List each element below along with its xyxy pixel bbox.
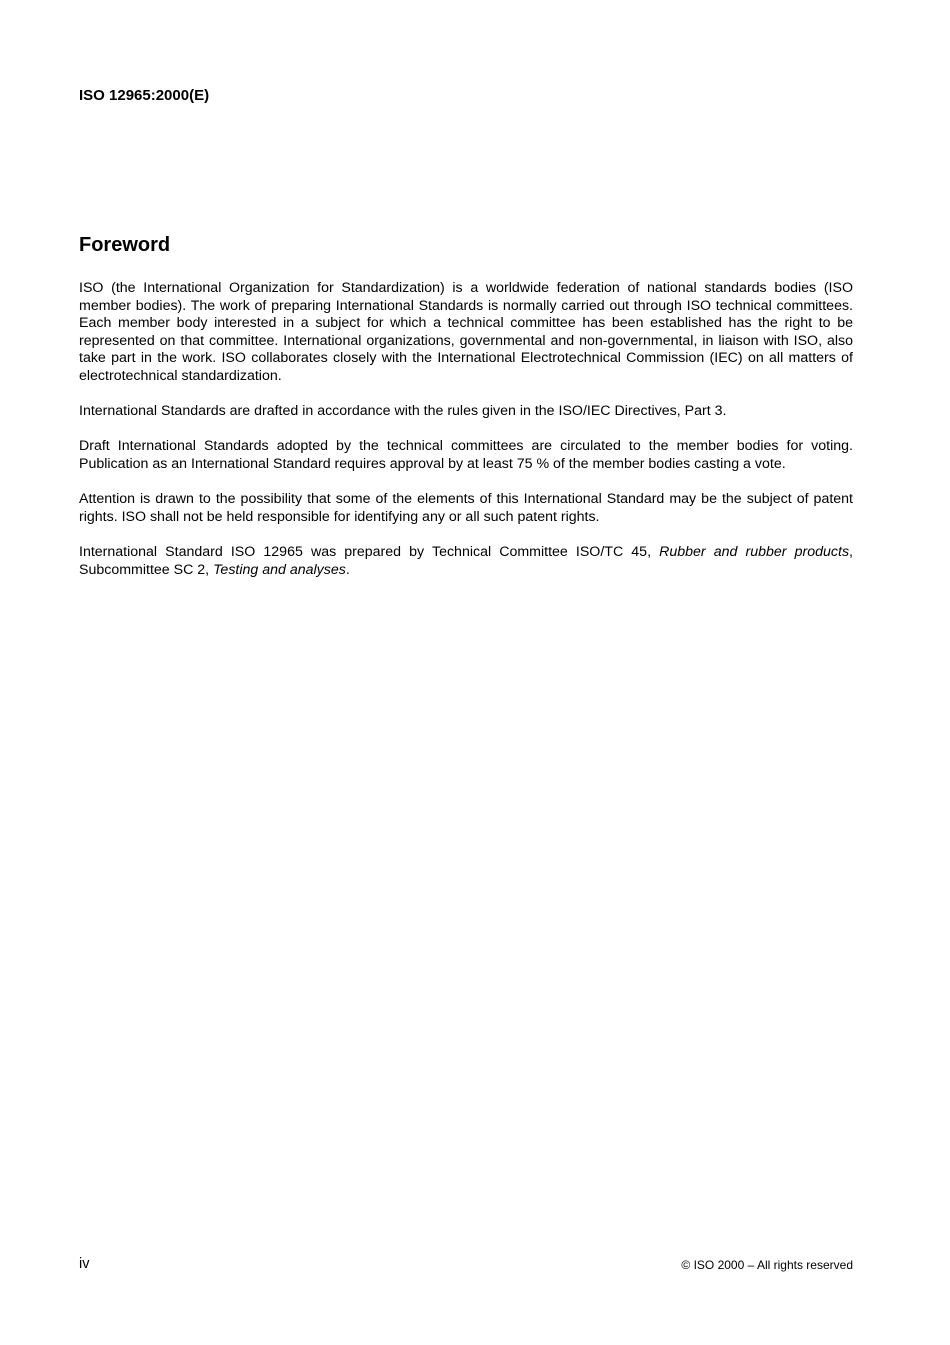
paragraph-prepared-by (79, 544, 853, 579)
foreword-body (79, 280, 853, 579)
foreword-heading: Foreword (79, 234, 171, 256)
prepared-by-text: International Standard ISO 12965 was prepared by Technical Committee ISO/TC 45, (79, 543, 660, 560)
paragraph-patent-rights: Attention is drawn to the possibility that some of the elements of this International Standard may be the subject of patent rights. ISO shall not be held responsible for identifying any or all such patent rights. (79, 491, 853, 525)
copyright-notice: © ISO 2000 – All rights reserved (681, 1258, 853, 1272)
paragraph-iso-federation: ISO (the International Organization for Standardization) is a worldwide federation of national standards bodies (ISO member bodies). The work of preparing International Standards is normally carried out through ISO technical committees. Each member body interested in a subject for which a technical committee has been established has the right to be represented on that committee. International organizations, governmental and non-governmental, in liaison with ISO, also take part in the work. ISO collaborates closely with the International Electrotechnical Commission (IEC) on all matters of electrotechnical standardization. (79, 280, 853, 384)
paragraph-directives: International Standards are drafted in accordance with the rules given in the ISO/IEC Directives, Part 3. (79, 403, 727, 420)
prepared-by-text: , Subcommittee SC 2, (79, 543, 853, 578)
subcommittee-title: Testing and analyses (213, 561, 346, 578)
document-id: ISO 12965:2000(E) (79, 87, 210, 104)
paragraph-draft-standards: Draft International Standards adopted by the technical committees are circulated to the member bodies for voting. Publication as an International Standard requires approval by at least 75 % of the member bodies casting a vote. (79, 438, 853, 472)
prepared-by-text: . (345, 561, 350, 578)
page-number: iv (79, 1256, 90, 1272)
committee-title: Rubber and rubber products (659, 543, 850, 560)
